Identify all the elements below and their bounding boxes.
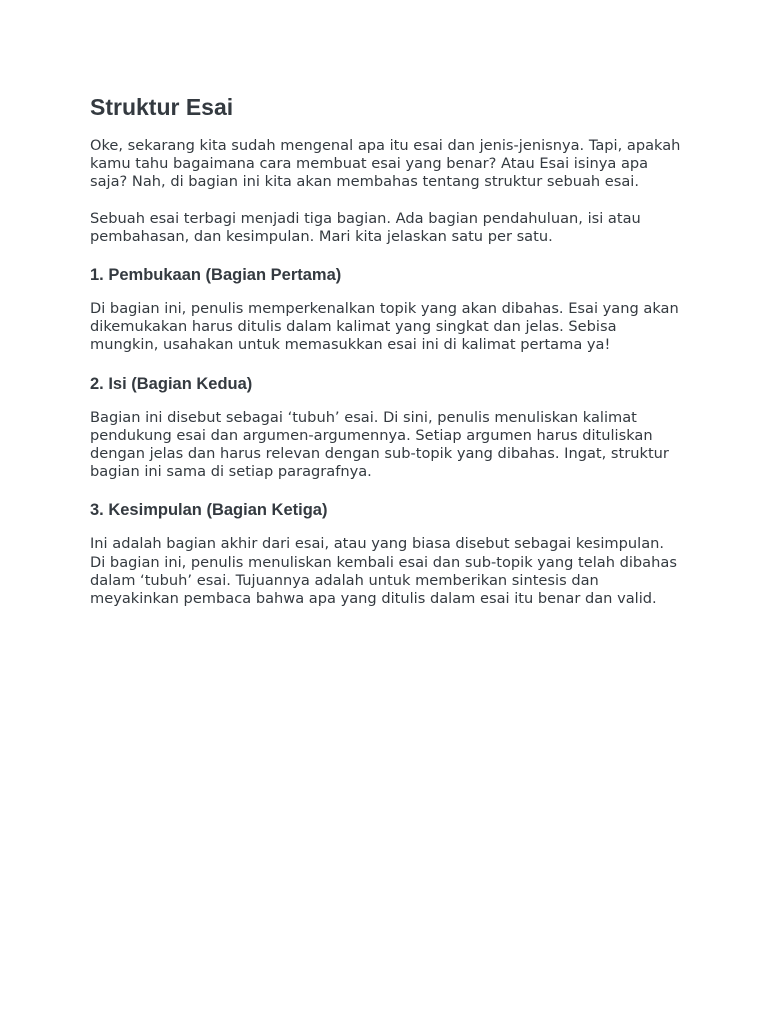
section-body-kesimpulan: Ini adalah bagian akhir dari esai, atau yang biasa disebut sebagai kesimpulan. Di bagian ini, penulis menuliskan kembali esai dan sub-topik yang telah dibahas dalam ‘tubuh’ esai. Tujuannya adalah untuk memberikan sintesis dan meyakinkan pembaca bahwa apa yang ditulis dalam esai itu benar dan valid. <box>90 535 677 608</box>
intro-paragraph: Sebuah esai terbagi menjadi tiga bagian. Ada bagian pendahuluan, isi atau pembahasan, dan kesimpulan. Mari kita jelaskan satu per satu. <box>90 209 641 245</box>
page-title: Struktur Esai <box>90 94 234 120</box>
section-body-isi: Bagian ini disebut sebagai ‘tubuh’ esai. Di sini, penulis menuliskan kalimat pendukung esai dan argumen-argumennya. Setiap argumen harus dituliskan dengan jelas dan harus relevan dengan sub-topik yang dibahas. Ingat, struktur bagian ini sama di setiap paragrafnya. <box>90 408 669 481</box>
section-heading-pembukaan: 1. Pembukaan (Bagian Pertama) <box>90 266 342 285</box>
section-heading-isi: 2. Isi (Bagian Kedua) <box>90 374 253 393</box>
section-body-pembukaan: Di bagian ini, penulis memperkenalkan topik yang akan dibahas. Esai yang akan dikemukakan harus ditulis dalam kalimat yang singkat dan jelas. Sebisa mungkin, usahakan untuk memasukkan esai ini di kalimat pertama ya! <box>90 300 679 354</box>
document-page <box>90 92 682 626</box>
intro-paragraph: Oke, sekarang kita sudah mengenal apa itu esai dan jenis-jenisnya. Tapi, apakah kamu tahu bagaimana cara membuat esai yang benar? Atau Esai isinya apa saja? Nah, di bagian ini kita akan membahas tentang struktur sebuah esai. <box>90 137 681 191</box>
section-heading-kesimpulan: 3. Kesimpulan (Bagian Ketiga) <box>90 501 328 520</box>
